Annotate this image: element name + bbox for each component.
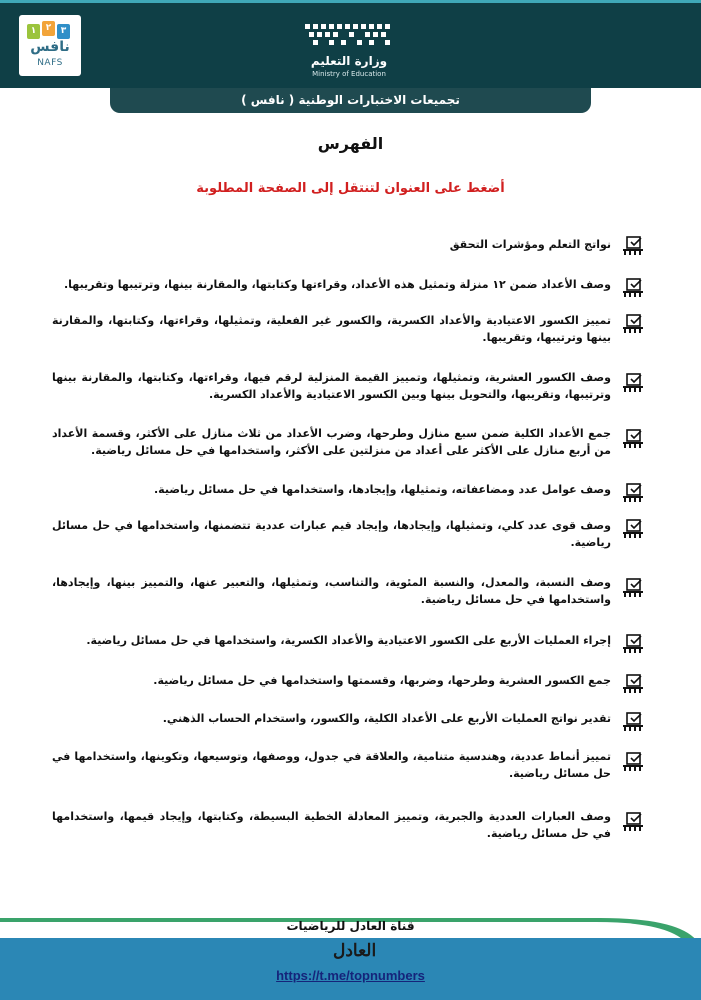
toc-chapter-icon xyxy=(621,812,645,832)
toc-item-label[interactable]: وصف العبارات العددية والجبرية، وتمييز المعادلة الخطية البسيطة، وكتابتها، وإيجاد قيمها، واستخدامها في حل مسائل رياضية. xyxy=(52,810,611,840)
toc-chapter-icon xyxy=(621,578,645,598)
page-title: الفهرس xyxy=(317,134,384,153)
telegram-link[interactable]: https://t.me/topnumbers xyxy=(276,968,425,983)
channel-name: قناة العادل للرياضيات xyxy=(286,919,415,933)
toc-item-label[interactable]: إجراء العمليات الأربع على الكسور الاعتيادية والأعداد الكسرية، واستخدامها في حل مسائل رياضية. xyxy=(86,634,611,647)
ministry-name-arabic: وزارة التعليم xyxy=(310,54,388,68)
toc-item-label[interactable]: وصف قوى عدد كلي، وتمثيلها، وإيجادها، وإيجاد قيم عبارات عددية تتضمنها، واستخدامها في حل مسائل رياضية. xyxy=(52,519,611,549)
toc-item-label[interactable]: نواتج التعلم ومؤشرات التحقق xyxy=(449,238,611,251)
toc-item-label[interactable]: جمع الأعداد الكلية ضمن سبع منازل وطرحها، وضرب الأعداد من ثلاث منازل على الأكثر، وقسمة الأعداد من أربع منازل على الأكثر على أعداد من منزلتين على الأكثر، واستخدامها في حل مسائل رياضية. xyxy=(52,427,611,457)
toc-chapter-icon xyxy=(621,752,645,772)
nafs-logo-arabic: نافس xyxy=(30,39,70,55)
toc-chapter-icon xyxy=(621,712,645,732)
channel-logo: العادل xyxy=(333,941,377,961)
nafs-block-blue: ٣ xyxy=(57,24,70,39)
document-title-bar: تجميعات الاختبارات الوطنية ( نافس ) xyxy=(110,88,591,113)
toc-chapter-icon xyxy=(621,674,645,694)
toc-item-label[interactable]: وصف النسبة، والمعدل، والنسبة المئوية، والتناسب، وتمثيلها، والتعبير عنها، والتمييز بينها، وإيجادها، واستخدامها في حل مسائل رياضية. xyxy=(52,576,611,606)
header-banner xyxy=(0,0,701,88)
toc-chapter-icon xyxy=(621,278,645,298)
nafs-logo-blocks xyxy=(27,21,73,39)
toc-chapter-icon xyxy=(621,314,645,334)
nafs-logo-english: NAFS xyxy=(37,58,63,68)
toc-item-label[interactable]: تقدير نواتج العمليات الأربع على الأعداد الكلية، والكسور، واستخدام الحساب الذهني. xyxy=(162,712,611,725)
toc-chapter-icon xyxy=(621,519,645,539)
toc-item-label[interactable]: تمييز الكسور الاعتيادية والأعداد الكسرية، والكسور غير الفعلية، وتمثيلها، وقراءتها، وكتابتها، والمقارنة بينها وترتيبها، وتقريبها. xyxy=(52,314,611,344)
toc-chapter-icon xyxy=(621,429,645,449)
toc-chapter-icon xyxy=(621,236,645,256)
toc-chapter-icon xyxy=(621,373,645,393)
nafs-block-green: ١ xyxy=(27,24,40,39)
toc-item-label[interactable]: وصف عوامل عدد ومضاعفاته، وتمثيلها، وإيجادها، واستخدامها في حل مسائل رياضية. xyxy=(154,483,611,496)
nafs-logo xyxy=(19,15,81,76)
toc-item-label[interactable]: وصف الأعداد ضمن ١٢ منزلة وتمثيل هذه الأعداد، وقراءتها وكتابتها، والمقارنة بينها، وترتيبها وتقريبها. xyxy=(64,278,611,291)
instruction-text: أضغط على العنوان لتنتقل إلى الصفحة المطلوبة xyxy=(196,181,505,196)
nafs-block-orange: ٢ xyxy=(42,21,55,36)
ministry-name-english: Ministry of Education xyxy=(312,70,386,78)
toc-item-label[interactable]: وصف الكسور العشرية، وتمثيلها، وتمييز القيمة المنزلية لرقم فيها، وقراءتها، وكتابتها، والمقارنة بينها وترتيبها، وتقريبها، والتحويل بينها وبين الكسور الاعتيادية والأعداد الكسرية. xyxy=(52,371,611,401)
toc-item-label[interactable]: تمييز أنماط عددية، وهندسية متنامية، والعلاقة في جدول، ووصفها، وتوسيعها، وتكوينها، واستخدامها في حل مسائل رياضية. xyxy=(52,750,611,780)
toc-item-label[interactable]: جمع الكسور العشرية وطرحها، وضربها، وقسمتها واستخدامها في حل مسائل رياضية. xyxy=(153,674,611,687)
toc-chapter-icon xyxy=(621,483,645,503)
header-accent-line xyxy=(0,0,701,3)
toc-chapter-icon xyxy=(621,634,645,654)
ministry-logo-icon xyxy=(303,22,395,52)
